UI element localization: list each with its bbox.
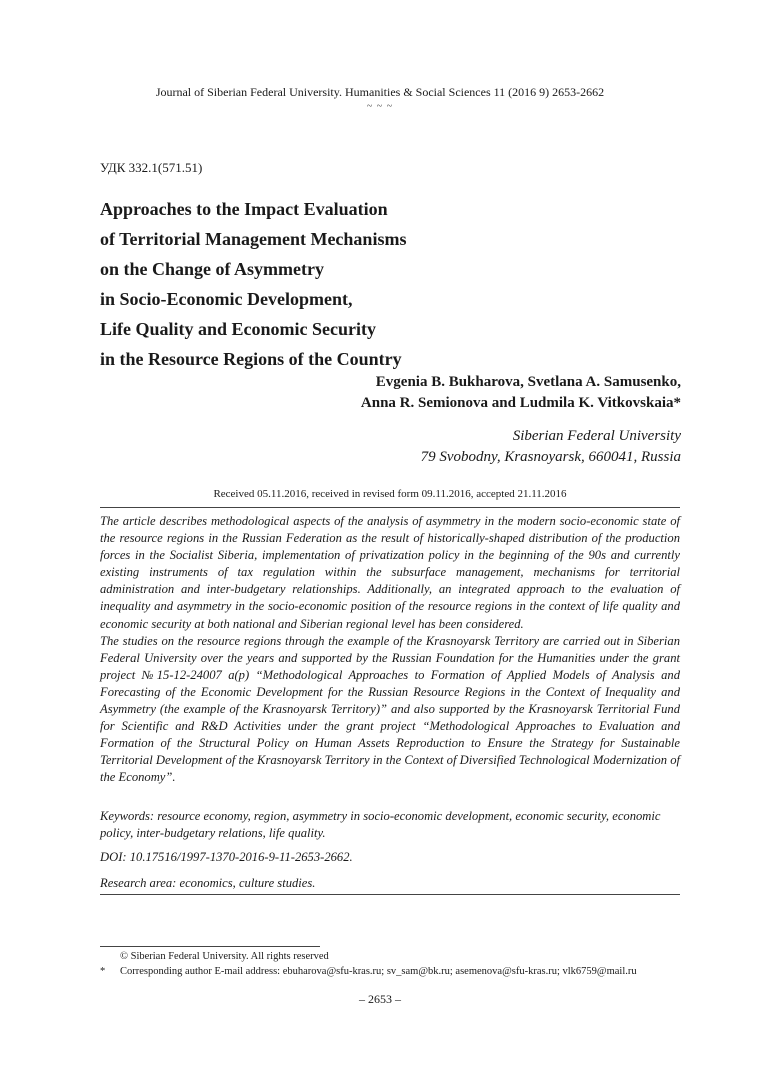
affiliation: Siberian Federal University: [512, 428, 681, 444]
title-line: Life Quality and Economic Security: [100, 319, 376, 339]
paper-title: [100, 194, 660, 374]
corresponding-footnote: [100, 966, 680, 977]
authors-line-2: Anna R. Semionova and Ludmila K. Vitkovskaia*: [360, 395, 681, 411]
research-area: Research area: economics, culture studies.: [100, 876, 316, 890]
title-line: Approaches to the Impact Evaluation: [100, 199, 388, 219]
author-list: [361, 372, 681, 414]
journal-header: Journal of Siberian Federal University. Humanities & Social Sciences 11 (2016 9) 2653-2662: [155, 85, 605, 99]
title-line: in the Resource Regions of the Country: [100, 349, 402, 369]
abstract: [100, 513, 680, 787]
title-line: on the Change of Asymmetry: [100, 259, 324, 279]
divider-top: [100, 507, 680, 508]
footnote-mark: *: [100, 966, 106, 977]
affiliation-block: [421, 426, 681, 468]
abstract-paragraph-2: The studies on the resource regions through the example of the Krasnoyarsk Territory are carried out in Siberian Federal University over the years and supported by the Russian Foundation for the Humanities under the grant project №15-12-24007 а(р) “Methodological Approaches to Formation of Applied Models of Analysis and Forecasting of the Economic Development for the Russian Resource Regions in the Context of Inequality and Asymmetry (the example of the Krasnoyarsk Territory)” and also supported by the Krasnoyarsk Territorial Fund for Scientific and R&D Activities under the grant project “Methodological Approaches to Evaluation and Formation of the Structural Policy on Human Assets Reproduction to Ensure the Strategy for Sustainable Territorial Development of the Krasnoyarsk Territory in the Context of Diversified Technological Modernization of the Economy”.: [100, 633, 680, 785]
doi: DOI: 10.17516/1997-1370-2016-9-11-2653-2662.: [100, 850, 353, 864]
affiliation-address: 79 Svobodny, Krasnoyarsk, 660041, Russia: [420, 449, 681, 465]
udk-code: УДК 332.1(571.51): [100, 160, 203, 175]
divider-bottom: [100, 894, 680, 895]
title-line: of Territorial Management Mechanisms: [100, 229, 407, 249]
header-ornament: ~ ~ ~: [366, 101, 394, 112]
page-number: – 2653 –: [359, 992, 401, 1006]
abstract-paragraph-1: The article describes methodological aspects of the analysis of asymmetry in the modern socio-economic state of the resource regions in the Russian Federation as the result of historically-shaped distribution of the production forces in the Socialist Siberia, implementation of privatization policy in the beginning of the 90s and currently existing instruments of tax regulation within the subsurface management, mechanisms for territorial administration and inter-budgetary relationships. Additionally, an integrated approach to the evaluation of inequality and asymmetry in the socio-economic position of the resource regions in the context of life quality and economic security at both national and Siberian regional level has been considered.: [100, 514, 680, 631]
corresponding-author-text: Corresponding author E-mail address: ebuharova@sfu-kras.ru; sv_sam@bk.ru; asemenova@sfu-kras.ru; vlk6759@mail.ru: [120, 966, 637, 977]
footnote-rule: [100, 946, 320, 947]
authors-line-1: Evgenia B. Bukharova, Svetlana A. Samusenko,: [375, 374, 681, 390]
copyright-footnote: © Siberian Federal University. All rights reserved: [120, 951, 329, 962]
received-dates: Received 05.11.2016, received in revised form 09.11.2016, accepted 21.11.2016: [213, 488, 567, 500]
keywords: Keywords: resource economy, region, asymmetry in socio-economic development, economic security, economic policy, inter-budgetary relations, life quality.: [100, 809, 661, 840]
title-line: in Socio-Economic Development,: [100, 289, 353, 309]
